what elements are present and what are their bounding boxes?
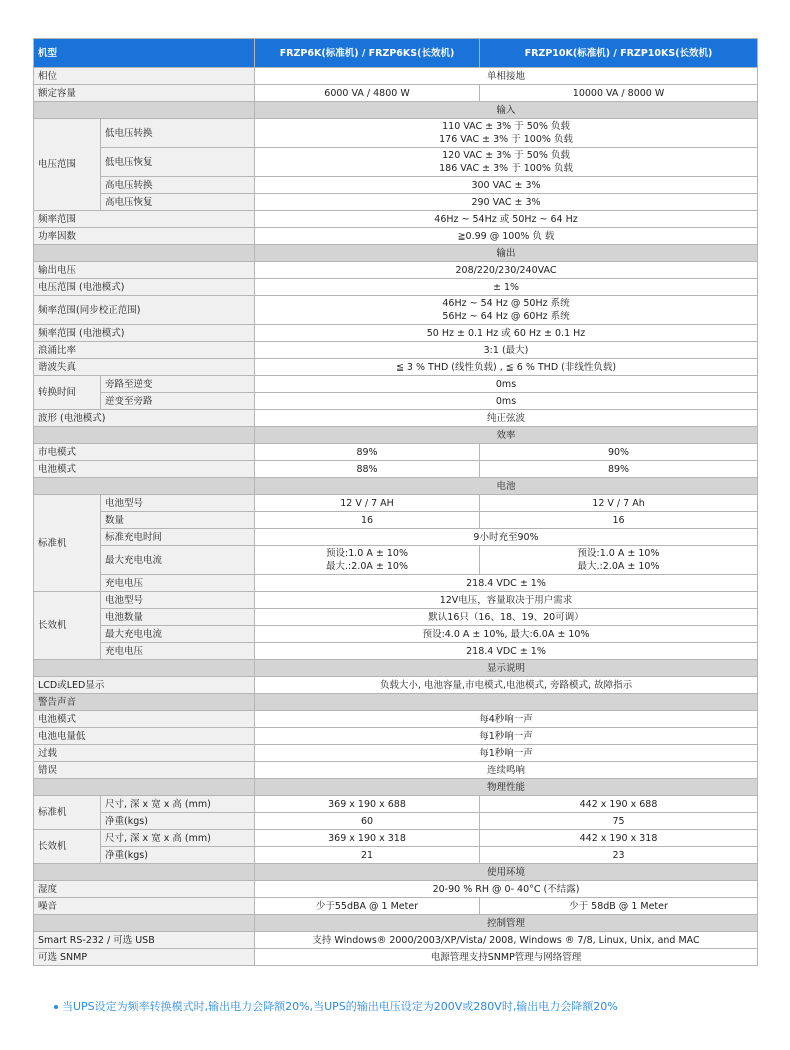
voltage-range-label: 电压范围 bbox=[34, 119, 101, 211]
section-row bbox=[34, 427, 758, 444]
long-dim-10k: 442 x 190 x 318 bbox=[480, 830, 758, 847]
vrange-label: 电压范围 (电池模式) bbox=[34, 279, 255, 296]
section-row bbox=[34, 660, 758, 677]
model-6k: FRZP6K(标准机) / FRZP6KS(长效机) bbox=[255, 39, 480, 68]
section-row bbox=[34, 915, 758, 932]
high-recover-value: 290 VAC ± 3% bbox=[255, 194, 758, 211]
std-dim-label: 尺寸, 深 x 宽 x 高 (mm) bbox=[101, 796, 255, 813]
freq-batt-label: 频率范围 (电池模式) bbox=[34, 325, 255, 342]
std-weight-10k: 75 bbox=[480, 813, 758, 830]
table-row bbox=[34, 296, 758, 325]
crest-value: 3:1 (最大) bbox=[255, 342, 758, 359]
section-row bbox=[34, 478, 758, 495]
thd-value: ≦ 3 % THD (线性负载) , ≦ 6 % THD (非线性负载) bbox=[255, 359, 758, 376]
section-input: 输入 bbox=[255, 102, 758, 119]
recharge-value: 9小时充至90% bbox=[255, 529, 758, 546]
model-label: 机型 bbox=[34, 39, 255, 68]
capacity-6k: 6000 VA / 4800 W bbox=[255, 85, 480, 102]
battery-std-label: 标准机 bbox=[34, 495, 101, 592]
alarm-fault-value: 连续鸣响 bbox=[255, 762, 758, 779]
pf-label: 功率因数 bbox=[34, 228, 255, 245]
table-row bbox=[34, 932, 758, 949]
table-row bbox=[34, 325, 758, 342]
section-physical: 物理性能 bbox=[255, 779, 758, 796]
charge-voltage-value: 218.4 VDC ± 1% bbox=[255, 575, 758, 592]
input-freq-value: 46Hz ~ 54Hz 或 50Hz ~ 64 Hz bbox=[255, 211, 758, 228]
bypass-inv-value: 0ms bbox=[255, 376, 758, 393]
alarm-fault-label: 错误 bbox=[34, 762, 255, 779]
table-row bbox=[34, 881, 758, 898]
bullet-icon bbox=[54, 1005, 58, 1009]
section-row bbox=[34, 864, 758, 881]
section-battery: 电池 bbox=[255, 478, 758, 495]
section-row bbox=[34, 102, 758, 119]
section-efficiency: 效率 bbox=[255, 427, 758, 444]
low-transfer-label: 低电压转换 bbox=[101, 119, 255, 148]
charge-voltage-label: 充电电压 bbox=[101, 575, 255, 592]
table-row bbox=[34, 85, 758, 102]
snmp-value: 电源管理支持SNMP管理与网络管理 bbox=[255, 949, 758, 966]
wave-value: 纯正弦波 bbox=[255, 410, 758, 427]
alarm-low-label: 电池电量低 bbox=[34, 728, 255, 745]
low-recover-label: 低电压恢复 bbox=[101, 148, 255, 177]
capacity-10k: 10000 VA / 8000 W bbox=[480, 85, 758, 102]
table-row bbox=[34, 279, 758, 296]
eff-batt-label: 电池模式 bbox=[34, 461, 255, 478]
phase-label: 相位 bbox=[34, 68, 255, 85]
section-row bbox=[34, 245, 758, 262]
freq-batt-value: 50 Hz ± 0.1 Hz 或 60 Hz ± 0.1 Hz bbox=[255, 325, 758, 342]
table-row bbox=[34, 177, 758, 194]
high-transfer-value: 300 VAC ± 3% bbox=[255, 177, 758, 194]
table-row bbox=[34, 898, 758, 915]
header-row bbox=[34, 39, 758, 68]
battery-qty-10k: 16 bbox=[480, 512, 758, 529]
capacity-label: 额定容量 bbox=[34, 85, 255, 102]
table-row bbox=[34, 148, 758, 177]
table-row bbox=[34, 626, 758, 643]
noise-label: 噪音 bbox=[34, 898, 255, 915]
input-freq-label: 频率范围 bbox=[34, 211, 255, 228]
section-row bbox=[34, 694, 758, 711]
table-row bbox=[34, 376, 758, 393]
table-row bbox=[34, 813, 758, 830]
long-weight-6k: 21 bbox=[255, 847, 480, 864]
snmp-label: 可选 SNMP bbox=[34, 949, 255, 966]
long-qty-value: 默认16只（16、18、19、20可调） bbox=[255, 609, 758, 626]
section-output: 输出 bbox=[255, 245, 758, 262]
inv-bypass-value: 0ms bbox=[255, 393, 758, 410]
noise-6k: 少于55dBA @ 1 Meter bbox=[255, 898, 480, 915]
bypass-inv-label: 旁路至逆变 bbox=[101, 376, 255, 393]
long-weight-10k: 23 bbox=[480, 847, 758, 864]
low-recover-value: 120 VAC ± 3% 于 50% 负载 186 VAC ± 3% 于 100% 负载 bbox=[255, 148, 758, 177]
table-row bbox=[34, 546, 758, 575]
long-qty-label: 电池数量 bbox=[101, 609, 255, 626]
physical-long-label: 长效机 bbox=[34, 830, 101, 864]
eff-batt-10k: 89% bbox=[480, 461, 758, 478]
phase-value: 单相接地 bbox=[255, 68, 758, 85]
table-row bbox=[34, 512, 758, 529]
table-row bbox=[34, 211, 758, 228]
section-alarm: 警告声音 bbox=[34, 694, 255, 711]
table-row bbox=[34, 949, 758, 966]
max-current-10k: 预设:1.0 A ± 10% 最大.:2.0A ± 10% bbox=[480, 546, 758, 575]
model-10k: FRZP10K(标准机) / FRZP10KS(长效机) bbox=[480, 39, 758, 68]
std-dim-10k: 442 x 190 x 688 bbox=[480, 796, 758, 813]
spec-table bbox=[33, 38, 758, 966]
max-current-6k: 预设:1.0 A ± 10% 最大.:2.0A ± 10% bbox=[255, 546, 480, 575]
lcd-label: LCD或LED显示 bbox=[34, 677, 255, 694]
battery-long-label: 长效机 bbox=[34, 592, 101, 660]
table-row bbox=[34, 495, 758, 512]
rs232-label: Smart RS-232 / 可选 USB bbox=[34, 932, 255, 949]
long-dim-6k: 369 x 190 x 318 bbox=[255, 830, 480, 847]
noise-10k: 少于 58dB @ 1 Meter bbox=[480, 898, 758, 915]
table-row bbox=[34, 410, 758, 427]
vrange-value: ± 1% bbox=[255, 279, 758, 296]
long-dim-label: 尺寸, 深 x 宽 x 高 (mm) bbox=[101, 830, 255, 847]
table-row bbox=[34, 592, 758, 609]
output-voltage-value: 208/220/230/240VAC bbox=[255, 262, 758, 279]
long-volt-label: 充电电压 bbox=[101, 643, 255, 660]
table-row bbox=[34, 262, 758, 279]
table-row bbox=[34, 461, 758, 478]
battery-type-label: 电池型号 bbox=[101, 495, 255, 512]
std-dim-6k: 369 x 190 x 688 bbox=[255, 796, 480, 813]
low-transfer-value: 110 VAC ± 3% 于 50% 负载 176 VAC ± 3% 于 100% 负载 bbox=[255, 119, 758, 148]
table-row bbox=[34, 119, 758, 148]
long-type-value: 12V电压，容量取决于用户需求 bbox=[255, 592, 758, 609]
pf-value: ≧0.99 @ 100% 负 载 bbox=[255, 228, 758, 245]
eff-ac-label: 市电模式 bbox=[34, 444, 255, 461]
std-weight-label: 净重(kgs) bbox=[101, 813, 255, 830]
table-row bbox=[34, 194, 758, 211]
table-row bbox=[34, 609, 758, 626]
table-row bbox=[34, 68, 758, 85]
inv-bypass-label: 逆变至旁路 bbox=[101, 393, 255, 410]
table-row bbox=[34, 762, 758, 779]
freq-sync-value: 46Hz ~ 54 Hz @ 50Hz 系统 56Hz ~ 64 Hz @ 60Hz 系统 bbox=[255, 296, 758, 325]
battery-qty-6k: 16 bbox=[255, 512, 480, 529]
table-row bbox=[34, 359, 758, 376]
table-row bbox=[34, 228, 758, 245]
lcd-value: 负载大小, 电池容量,市电模式,电池模式, 旁路模式, 故障指示 bbox=[255, 677, 758, 694]
high-transfer-label: 高电压转换 bbox=[101, 177, 255, 194]
output-voltage-label: 输出电压 bbox=[34, 262, 255, 279]
table-row bbox=[34, 677, 758, 694]
eff-ac-10k: 90% bbox=[480, 444, 758, 461]
long-weight-label: 净重(kgs) bbox=[101, 847, 255, 864]
std-weight-6k: 60 bbox=[255, 813, 480, 830]
alarm-batt-value: 每4秒响一声 bbox=[255, 711, 758, 728]
section-management: 控制管理 bbox=[255, 915, 758, 932]
wave-label: 波形 (电池模式) bbox=[34, 410, 255, 427]
table-row bbox=[34, 830, 758, 847]
eff-batt-6k: 88% bbox=[255, 461, 480, 478]
crest-label: 浪涌比率 bbox=[34, 342, 255, 359]
rs232-value: 支持 Windows® 2000/2003/XP/Vista/ 2008, Windows ® 7/8, Linux, Unix, and MAC bbox=[255, 932, 758, 949]
footnote-text: 当UPS设定为频率转换模式时,输出电力会降额20%,当UPS的输出电压设定为200V或280V时,输出电力会降额20% bbox=[62, 1000, 618, 1013]
table-row bbox=[34, 393, 758, 410]
table-row bbox=[34, 643, 758, 660]
section-display: 显示说明 bbox=[255, 660, 758, 677]
table-row bbox=[34, 575, 758, 592]
recharge-label: 标准充电时间 bbox=[101, 529, 255, 546]
table-row bbox=[34, 342, 758, 359]
table-row bbox=[34, 728, 758, 745]
table-row bbox=[34, 444, 758, 461]
alarm-overload-value: 每1秒响一声 bbox=[255, 745, 758, 762]
eff-ac-6k: 89% bbox=[255, 444, 480, 461]
table-row bbox=[34, 711, 758, 728]
battery-type-10k: 12 V / 7 Ah bbox=[480, 495, 758, 512]
alarm-overload-label: 过载 bbox=[34, 745, 255, 762]
battery-qty-label: 数量 bbox=[101, 512, 255, 529]
long-volt-value: 218.4 VDC ± 1% bbox=[255, 643, 758, 660]
humidity-value: 20-90 % RH @ 0- 40°C (不结露) bbox=[255, 881, 758, 898]
long-max-label: 最大充电电流 bbox=[101, 626, 255, 643]
battery-type-6k: 12 V / 7 AH bbox=[255, 495, 480, 512]
section-row bbox=[34, 779, 758, 796]
table-row bbox=[34, 796, 758, 813]
thd-label: 谐波失真 bbox=[34, 359, 255, 376]
high-recover-label: 高电压恢复 bbox=[101, 194, 255, 211]
alarm-batt-label: 电池模式 bbox=[34, 711, 255, 728]
humidity-label: 湿度 bbox=[34, 881, 255, 898]
table-row bbox=[34, 529, 758, 546]
table-row bbox=[34, 847, 758, 864]
long-max-value: 预设:4.0 A ± 10%, 最大:6.0A ± 10% bbox=[255, 626, 758, 643]
physical-std-label: 标准机 bbox=[34, 796, 101, 830]
section-environment: 使用环境 bbox=[255, 864, 758, 881]
long-type-label: 电池型号 bbox=[101, 592, 255, 609]
transfer-time-label: 转换时间 bbox=[34, 376, 101, 410]
footnote bbox=[54, 998, 618, 1014]
alarm-low-value: 每1秒响一声 bbox=[255, 728, 758, 745]
table-row bbox=[34, 745, 758, 762]
max-current-label: 最大充电电流 bbox=[101, 546, 255, 575]
freq-sync-label: 频率范围(同步校正范围) bbox=[34, 296, 255, 325]
